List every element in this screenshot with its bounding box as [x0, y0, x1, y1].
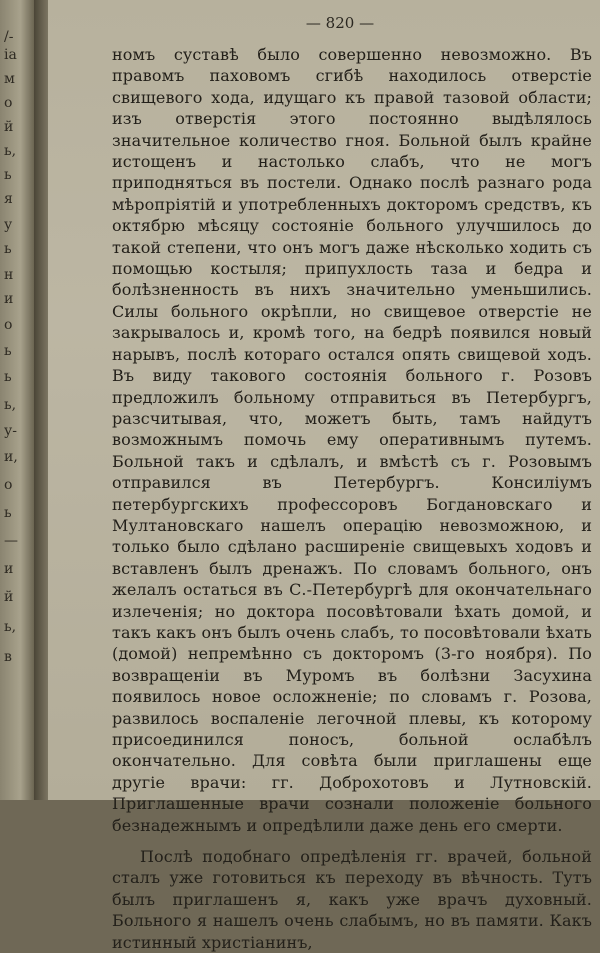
left-page-fragment: о	[4, 95, 13, 111]
left-page-fragment: и,	[4, 449, 18, 465]
left-page-fragment: о	[4, 317, 13, 333]
left-page-fragment: ь	[4, 505, 12, 521]
left-page-fragment: /-	[4, 29, 14, 45]
left-page-fragment: у	[4, 217, 13, 233]
left-page-fragment: о	[4, 477, 13, 493]
left-page-fragment: ь,	[4, 397, 17, 413]
left-page-fragment: у-	[4, 423, 17, 439]
paragraph: Послѣ подобнаго опредѣленія гг. врачей, больной сталъ уже готовиться къ переходу въ вѣчность. Тутъ былъ приглашенъ я, какъ уже врачъ духовный. Больного я нашелъ очень слабымъ, но въ памяти. Какъ истинный христіанинъ,	[112, 847, 592, 952]
left-page-fragment: ь,	[4, 619, 17, 635]
left-page-fragment: я	[4, 191, 13, 207]
left-page-fragment: —	[4, 533, 18, 549]
book-page	[48, 0, 600, 952]
page-body	[112, 44, 592, 953]
left-page-fragment: й	[4, 119, 14, 135]
left-page-fragment: ь,	[4, 143, 17, 159]
page-number: — 820 —	[305, 14, 375, 32]
left-page-fragment: и	[4, 291, 14, 307]
left-page-fragment: й	[4, 589, 14, 605]
left-page-fragment: ia	[4, 47, 17, 63]
left-page-fragment: ь	[4, 369, 12, 385]
paragraph: номъ суставѣ было совершенно невозможно. Въ правомъ паховомъ сгибѣ находилось отверстіе свищевого хода, идущаго къ правой тазовой области; изъ отверстія этого постоянно выдѣлялось значительное количество гноя. Больной былъ крайне истощенъ и настолько слабъ, что не могъ приподняться въ постели. Однако послѣ разнаго рода мѣропріятій и употребленныхъ докторомъ средствъ, къ октябрю мѣсяцу состояніе больного улучшилось до такой степени, что онъ могъ даже нѣсколько ходить съ помощью костыля; припухлость таза и бедра и болѣзненность въ нихъ значительно уменьшились. Силы больного окрѣпли, но свищевое отверстіе не закрывалось и, кромѣ того, на бедрѣ появился новый нарывъ, послѣ котораго остался опять свищевой ходъ. Въ виду такового состоянія больного г. Розовъ предложилъ больному отправиться въ Петербургъ, разсчитывая, что, можетъ быть, тамъ найдутъ возможнымъ помочь ему оперативнымъ путемъ. Больной такъ и сдѣлалъ, и вмѣстѣ съ г. Розовымъ отправился въ Петербургъ. Консиліумъ петербургскихъ профессоровъ Богдановскаго и Мултановскаго нашелъ операцію невозможною, и только было сдѣлано расширеніе свищевыхъ ходовъ и вставленъ былъ дренажъ. По словамъ больного, онъ желалъ остаться въ С.-Петербургѣ для окончательнаго излеченія; но доктора посовѣтовали ѣхать домой, и такъ какъ онъ былъ очень слабъ, то посовѣтовали ѣхать (домой) непремѣнно съ докторомъ (3-го ноября). По возвращеніи въ Муромъ въ болѣзни Засухина появилось новое осложненіе; по словамъ г. Розова, развилось воспаленіе легочной плевы, къ которому присоединился поносъ, больной ослабѣлъ окончательно. Для совѣта были приглашены еще другіе врачи: гг. Доброхотовъ и Лутновскій. Приглашенные врачи сознали положеніе больного безнадежнымъ и опредѣлили даже день его смерти.	[112, 45, 592, 835]
left-page-fragment: н	[4, 267, 14, 283]
left-page-fragment: ь	[4, 241, 12, 257]
book-gutter	[34, 0, 48, 800]
left-page-fragment: и	[4, 561, 14, 577]
left-page-fragment: м	[4, 71, 15, 87]
previous-page-edge	[0, 0, 34, 800]
left-page-fragment: ь	[4, 343, 12, 359]
left-page-fragment: в	[4, 649, 12, 665]
left-page-fragment: ь	[4, 167, 12, 183]
